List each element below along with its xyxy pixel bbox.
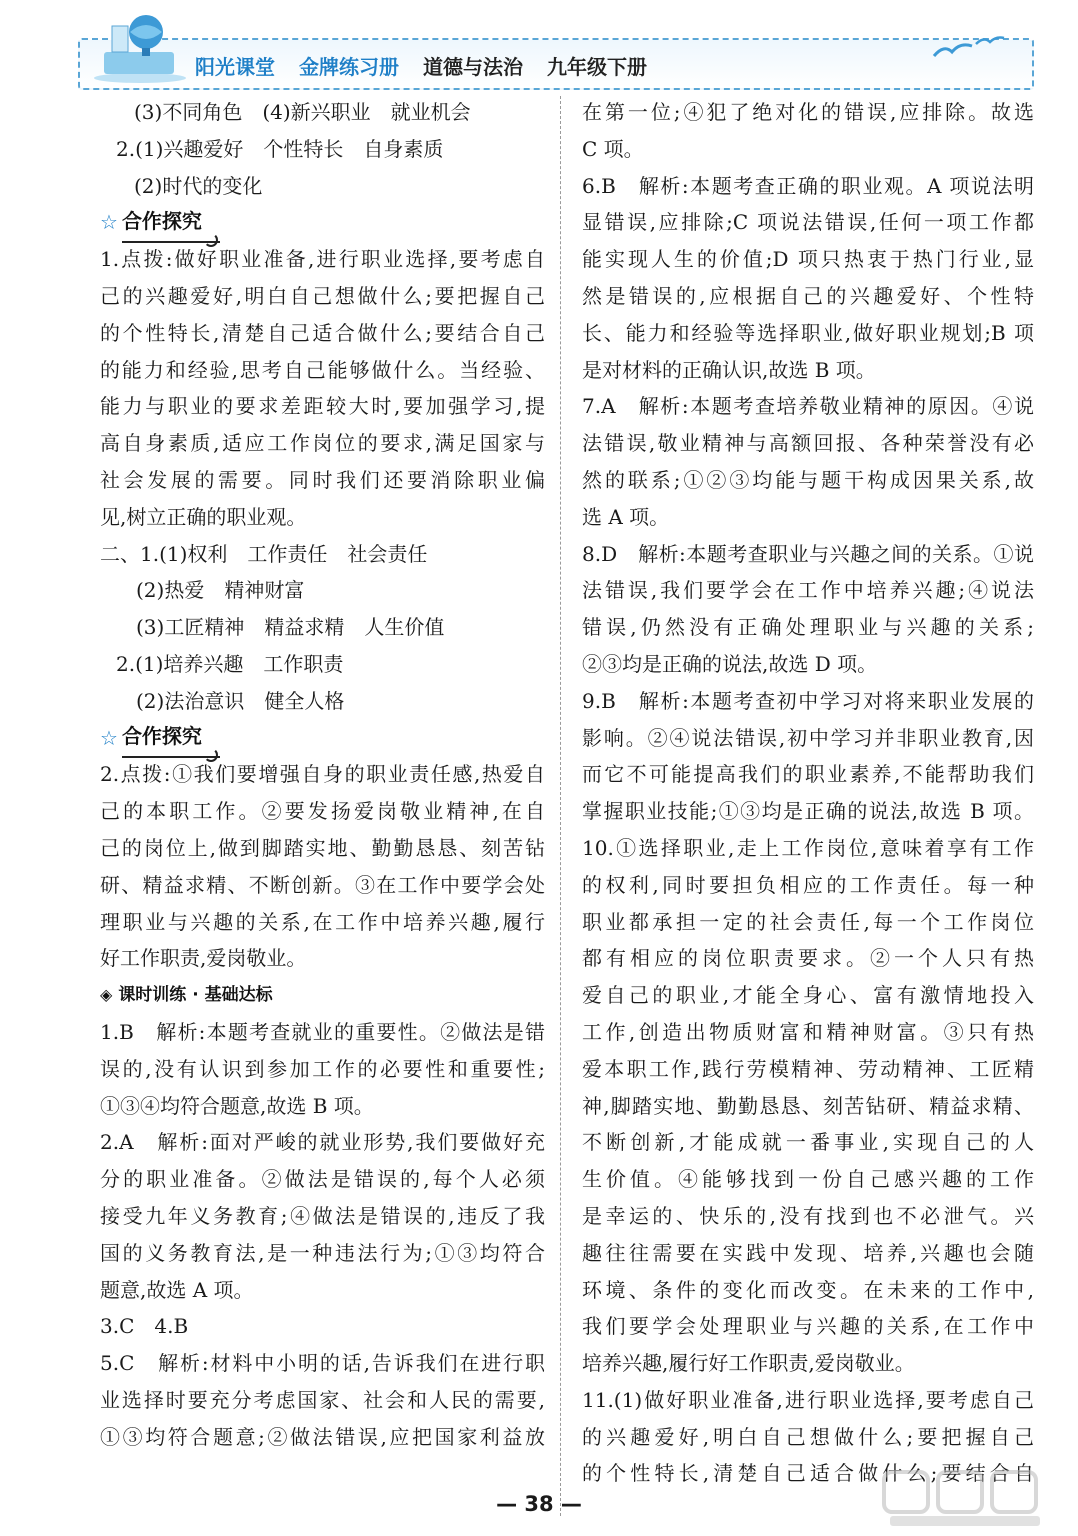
- text-line: 7.A 解析:本题考查培养敬业精神的原因。④说: [582, 394, 1034, 419]
- text-line: 而它不可能提高我们的职业素养,不能帮助我们: [582, 762, 1034, 787]
- text-line: 爱自己的职业,才能全身心、富有激情地投入: [582, 983, 1034, 1008]
- text-line: 2.A 解析:面对严峻的就业形势,我们要做好充: [100, 1130, 545, 1155]
- text-line: 能实现人生的价值;D 项只热衷于热门行业,显: [582, 247, 1034, 272]
- text-line: 影响。②④说法错误,初中学习并非职业教育,因: [582, 725, 1034, 750]
- text-line: 环境、条件的变化而改变。在未来的工作中,: [582, 1277, 1034, 1302]
- text-line: 不断创新,才能成就一番事业,实现自己的人: [582, 1130, 1034, 1155]
- text-line: 1.B 解析:本题考查就业的重要性。②做法是错: [100, 1019, 545, 1044]
- text-line: 己的本职工作。②要发扬爱岗敬业精神,在自: [100, 799, 545, 824]
- text-line: 国的义务教育法,是一种违法行为;①③均符合: [100, 1240, 545, 1265]
- text-line: 选 A 项。: [582, 504, 670, 529]
- section-heading-training: ◈ 课时训练 · 基础达标: [100, 977, 545, 1014]
- text-line: 职业都承担一定的社会责任,每一个工作岗位: [582, 909, 1034, 934]
- text-line: 然的联系;①②③均能与题干构成因果关系,故: [582, 467, 1034, 492]
- text-line: 见,树立正确的职业观。: [100, 504, 307, 529]
- desk-globe-illustration-icon: [90, 8, 190, 84]
- text-line: ②③均是正确的说法,故选 D 项。: [582, 651, 878, 676]
- section-heading-cooperate: ☆ 合作探究: [100, 204, 545, 241]
- text-line: 己的岗位上,做到脚踏实地、勤勤恳恳、刻苦钻: [100, 835, 545, 860]
- page-number: — 38 —: [496, 1492, 582, 1516]
- text-line: 5.C 解析:材料中小明的话,告诉我们在进行职: [100, 1351, 545, 1376]
- text-line: 研、精益求精、不断创新。③在工作中要学会处: [100, 872, 545, 897]
- text-line: 9.B 解析:本题考查初中学习对将来职业发展的: [582, 688, 1034, 713]
- text-line: 2.(1)兴趣爱好 个性特长 自身素质: [116, 136, 444, 161]
- text-line: (2)热爱 精神财富: [136, 578, 305, 603]
- text-line: 11.(1)做好职业准备,进行职业选择,要考虑自己: [582, 1387, 1034, 1412]
- text-line: 己的兴趣爱好,明白自己想做什么;要把握自己: [100, 283, 545, 308]
- seagulls-icon: [930, 34, 1010, 64]
- text-line: 的个性特长,清楚自己适合做什么;要结合自己: [100, 320, 545, 345]
- text-line: 是对材料的正确认识,故选 B 项。: [582, 357, 876, 382]
- text-line: 题意,故选 A 项。: [100, 1277, 254, 1302]
- text-line: 法错误,敬业精神与高额回报、各种荣誉没有必: [582, 431, 1034, 456]
- text-line: (3)不同角色 (4)新兴职业 就业机会: [134, 100, 471, 124]
- text-line: 误的,没有认识到参加工作的必要性和重要性;: [100, 1056, 545, 1081]
- text-line: 然是错误的,应根据自己的兴趣爱好、个性特: [582, 283, 1034, 308]
- star-icon: ☆: [100, 725, 118, 750]
- diamond-bullet-icon: ◈: [100, 985, 113, 1005]
- text-line: 高自身素质,适应工作岗位的要求,满足国家与: [100, 431, 545, 456]
- text-line: 法错误,我们要学会在工作中培养兴趣;④说法: [582, 578, 1034, 603]
- header-title-bar: [195, 50, 647, 80]
- text-line: 的兴趣爱好,明白自己想做什么;要把握自己: [582, 1424, 1034, 1449]
- text-line: 爱本职工作,践行劳模精神、劳动精神、工匠精: [582, 1056, 1034, 1081]
- text-line: 1.点拨:做好职业准备,进行职业选择,要考虑自: [100, 247, 545, 272]
- text-line: 趣往往需要在实践中发现、培养,兴趣也会随: [582, 1240, 1034, 1265]
- text-line: 的个性特长,清楚自己适合做什么;要结合自: [582, 1461, 1034, 1486]
- text-line: 生价值。④能够找到一份自己感兴趣的工作: [582, 1167, 1034, 1192]
- text-line: 工作,创造出物质财富和精神财富。③只有热: [582, 1019, 1034, 1044]
- text-line: 业选择时要充分考虑国家、社会和人民的需要,: [100, 1387, 545, 1412]
- text-line: 在第一位;④犯了绝对化的错误,应排除。故选: [582, 100, 1034, 124]
- text-line: 都有相应的岗位职责要求。②一个人只有热: [582, 946, 1034, 971]
- left-column: [100, 94, 545, 1455]
- text-line: 的权利,同时要担负相应的工作责任。每一种: [582, 872, 1034, 897]
- text-line: 显错误,应排除;C 项说法错误,任何一项工作都: [582, 210, 1034, 235]
- text-line: 的能力和经验,思考自己能够做什么。当经验、: [100, 357, 545, 382]
- text-line: 能力与职业的要求差距较大时,要加强学习,提: [100, 394, 545, 419]
- grade-name: 九年级下册: [547, 54, 647, 79]
- subject-name: 道德与法治: [423, 54, 523, 79]
- star-icon: ☆: [100, 210, 118, 235]
- text-line: 掌握职业技能;①③均是正确的说法,故选 B 项。: [582, 799, 1034, 824]
- text-line: 我们要学会处理职业与兴趣的关系,在工作中: [582, 1314, 1034, 1339]
- text-line: 2.(1)培养兴趣 工作职责: [116, 651, 344, 676]
- text-line: 接受九年义务教育;④做法是错误的,违反了我: [100, 1203, 545, 1228]
- right-column: [582, 94, 1034, 1492]
- text-line: (2)时代的变化: [134, 173, 263, 198]
- watermark-logo-icon: [880, 1468, 1050, 1530]
- text-line: 是幸运的、快乐的,没有找到也不必泄气。兴: [582, 1203, 1034, 1228]
- text-line: 6.B 解析:本题考查正确的职业观。A 项说法明: [582, 173, 1034, 198]
- text-line: 8.D 解析:本题考查职业与兴趣之间的关系。①说: [582, 541, 1034, 566]
- text-line: ①③④均符合题意,故选 B 项。: [100, 1093, 374, 1118]
- text-line: 长、能力和经验等选择职业,做好职业规划;B 项: [582, 320, 1034, 345]
- text-line: ①③均符合题意;②做法错误,应把国家利益放: [100, 1424, 545, 1449]
- series-name: 阳光课堂: [195, 54, 275, 79]
- text-line: 分的职业准备。②做法是错误的,每个人必须: [100, 1167, 545, 1192]
- section-heading-cooperate: ☆ 合作探究: [100, 720, 545, 757]
- text-line: 错误,仍然没有正确处理职业与兴趣的关系;: [582, 615, 1034, 640]
- text-line: 培养兴趣,履行好工作职责,爱岗敬业。: [582, 1351, 915, 1376]
- text-line: 3.C 4.B: [100, 1314, 189, 1339]
- text-line: 好工作职责,爱岗敬业。: [100, 946, 307, 971]
- text-line: C 项。: [582, 136, 644, 161]
- text-line: 社会发展的需要。同时我们还要消除职业偏: [100, 467, 545, 492]
- text-line: 二、1.(1)权利 工作责任 社会责任: [100, 541, 428, 566]
- book-name: 金牌练习册: [299, 54, 399, 79]
- text-line: 2.点拨:①我们要增强自身的职业责任感,热爱自: [100, 762, 545, 787]
- text-line: (3)工匠精神 精益求精 人生价值: [136, 615, 445, 640]
- column-divider: [560, 96, 561, 1516]
- text-line: 10.①选择职业,走上工作岗位,意味着享有工作: [582, 835, 1034, 860]
- text-line: 理职业与兴趣的关系,在工作中培养兴趣,履行: [100, 909, 545, 934]
- text-line: (2)法治意识 健全人格: [136, 688, 345, 713]
- text-line: 神,脚踏实地、勤勤恳恳、刻苦钻研、精益求精、: [582, 1093, 1034, 1118]
